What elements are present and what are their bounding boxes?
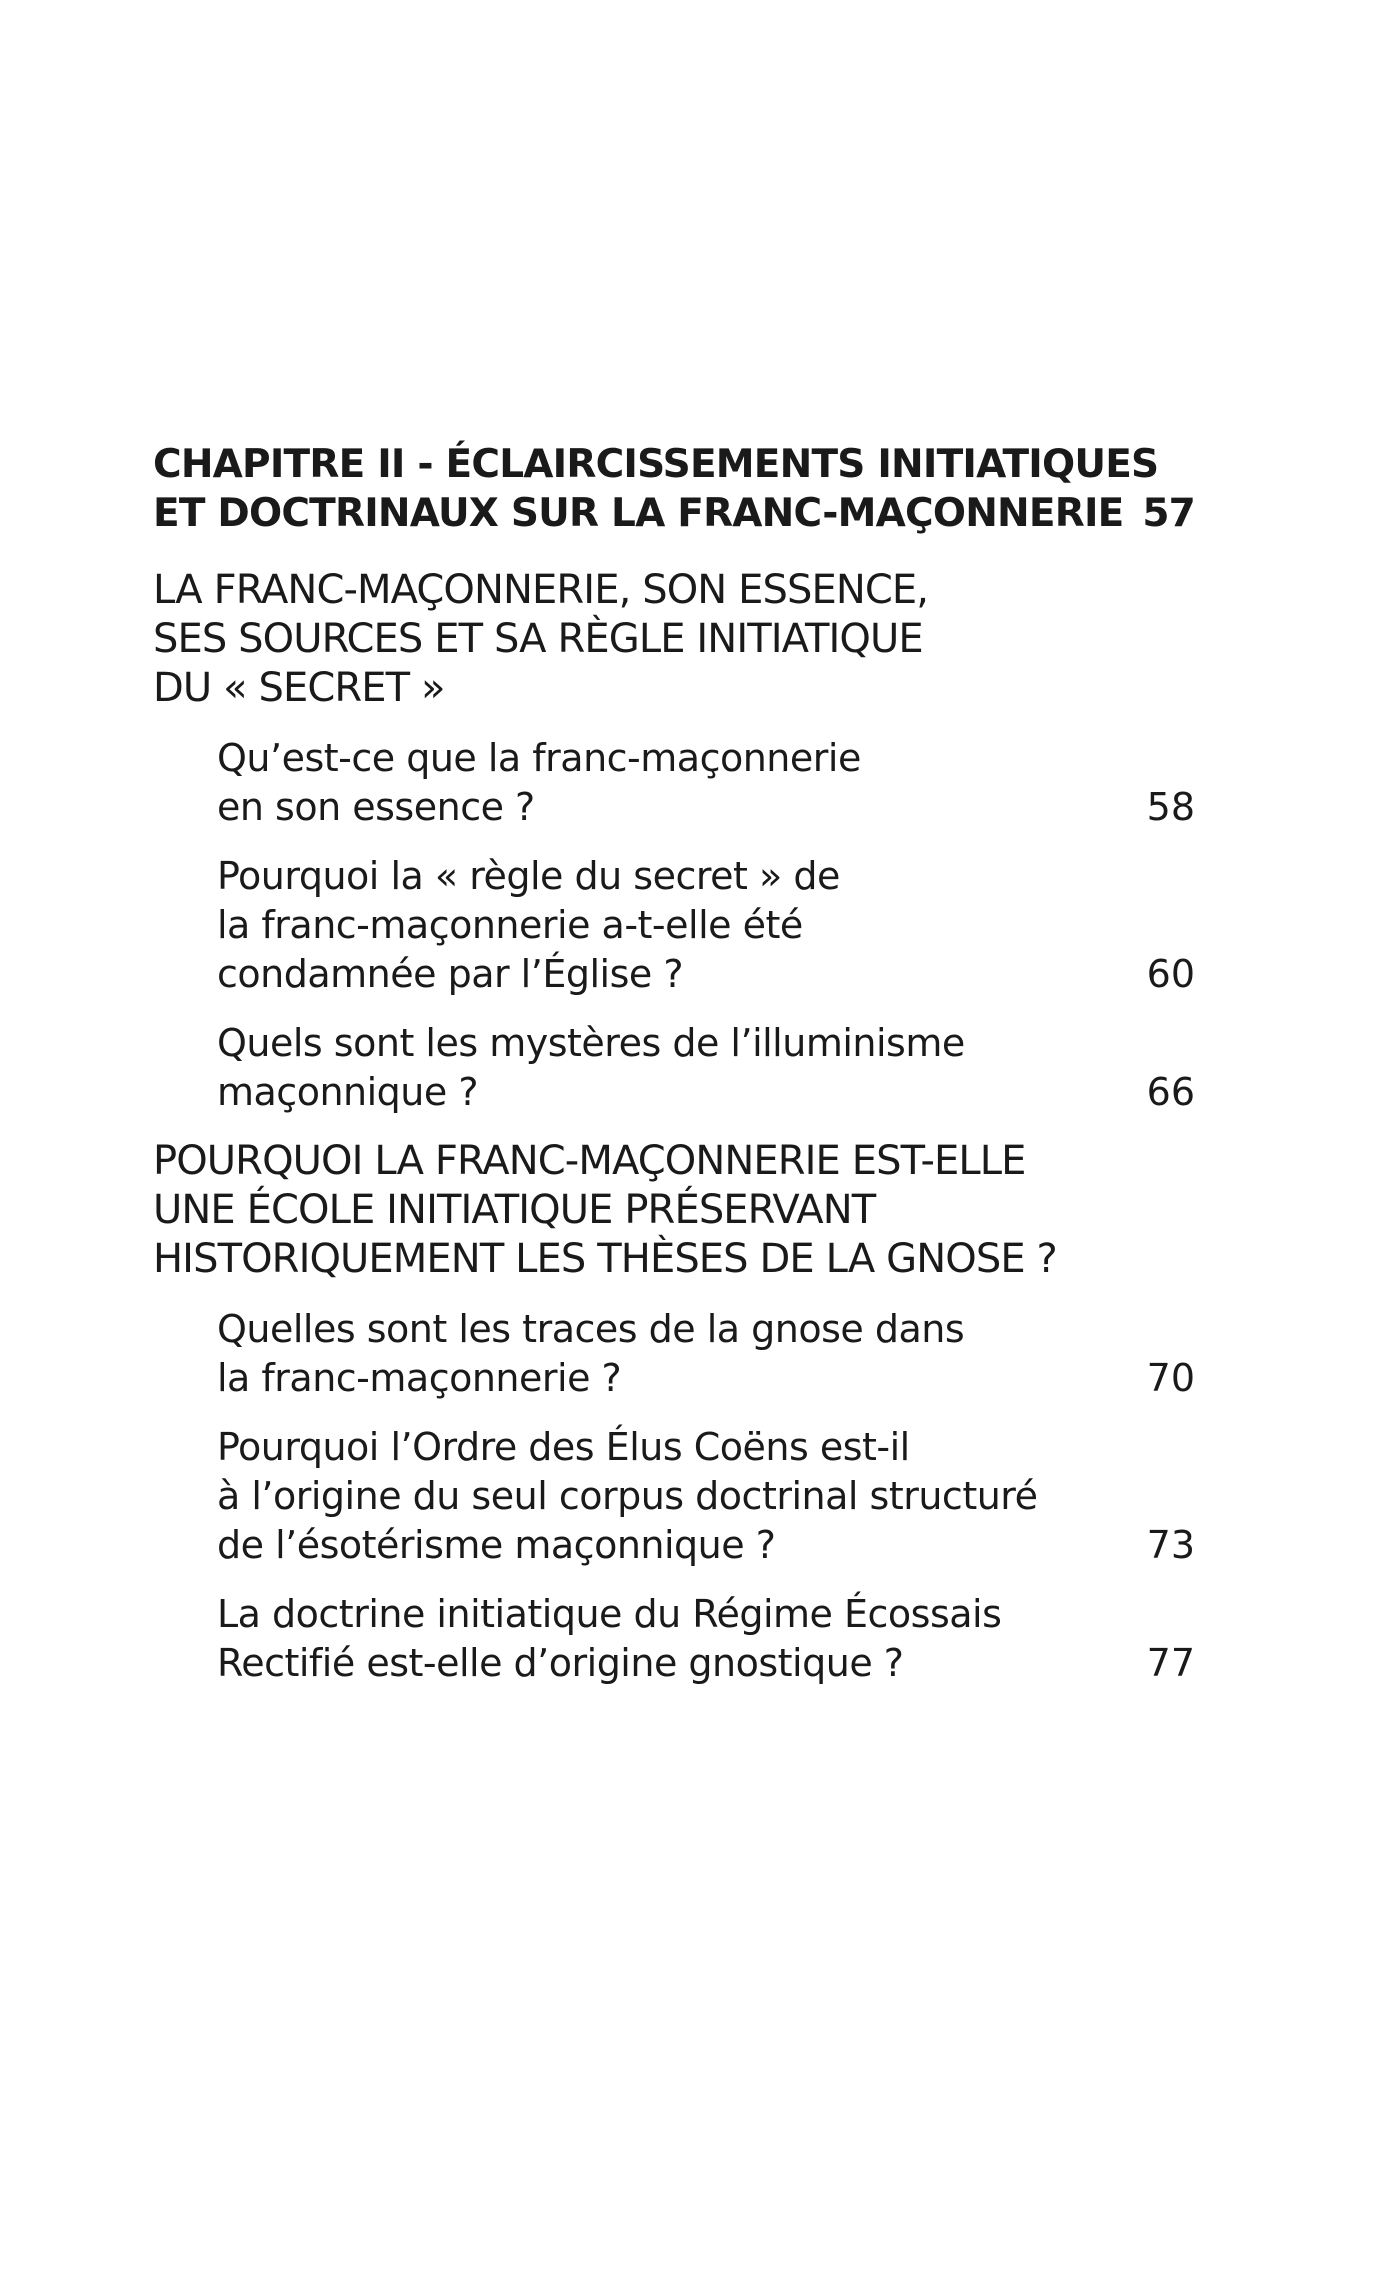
entry-title-line: La doctrine initiatique du Régime Écossais	[217, 1592, 1002, 1636]
entry-page-number: 60	[1146, 952, 1195, 996]
section-title-line: DU « SECRET »	[153, 665, 445, 711]
chapter-title-line: ET DOCTRINAUX SUR LA FRANC-MAÇONNERIE	[153, 491, 1124, 536]
toc-entry	[217, 852, 1195, 999]
section-title-line: LA FRANC-MAÇONNERIE, SON ESSENCE,	[153, 567, 929, 613]
entry-title-line: en son essence ?	[217, 785, 535, 829]
entry-title-line: à l’origine du seul corpus doctrinal structuré	[217, 1474, 1038, 1518]
toc-entry	[217, 1423, 1195, 1570]
chapter-heading	[153, 440, 1195, 538]
entry-title-line: Quels sont les mystères de l’illuminisme	[217, 1021, 965, 1065]
entry-title-line: de l’ésotérisme maçonnique ?	[217, 1523, 776, 1567]
section-heading	[153, 566, 1195, 713]
entry-title-line: Pourquoi l’Ordre des Élus Coëns est-il	[217, 1425, 910, 1469]
section-heading	[153, 1137, 1195, 1284]
entry-title-line: condamnée par l’Église ?	[217, 952, 683, 996]
entry-title-line: Quelles sont les traces de la gnose dans	[217, 1307, 965, 1351]
table-of-contents	[153, 440, 1195, 1708]
entry-title-line: Qu’est-ce que la franc-maçonnerie	[217, 736, 861, 780]
section-title-line: POURQUOI LA FRANC-MAÇONNERIE EST-ELLE	[153, 1138, 1026, 1184]
entry-page-number: 66	[1146, 1070, 1195, 1114]
toc-entry	[217, 1019, 1195, 1117]
section-title-line: SES SOURCES ET SA RÈGLE INITIATIQUE	[153, 616, 923, 662]
section-title-line: UNE ÉCOLE INITIATIQUE PRÉSERVANT	[153, 1187, 876, 1233]
entry-title-line: Pourquoi la « règle du secret » de	[217, 854, 840, 898]
chapter-title-line: CHAPITRE II - ÉCLAIRCISSEMENTS INITIATIQUES	[153, 442, 1159, 487]
entry-page-number: 70	[1146, 1356, 1195, 1400]
entry-page-number: 73	[1146, 1523, 1195, 1567]
entry-title-line: la franc-maçonnerie ?	[217, 1356, 622, 1400]
entry-title-line: maçonnique ?	[217, 1070, 479, 1114]
entry-title-line: Rectifié est-elle d’origine gnostique ?	[217, 1641, 904, 1685]
toc-entry	[217, 734, 1195, 832]
chapter-page-number: 57	[1142, 491, 1195, 536]
toc-entry	[217, 1305, 1195, 1403]
section-title-line: HISTORIQUEMENT LES THÈSES DE LA GNOSE ?	[153, 1236, 1057, 1282]
entry-title-line: la franc-maçonnerie a-t-elle été	[217, 903, 803, 947]
entry-page-number: 77	[1146, 1641, 1195, 1685]
entry-page-number: 58	[1146, 785, 1195, 829]
toc-entry	[217, 1590, 1195, 1688]
